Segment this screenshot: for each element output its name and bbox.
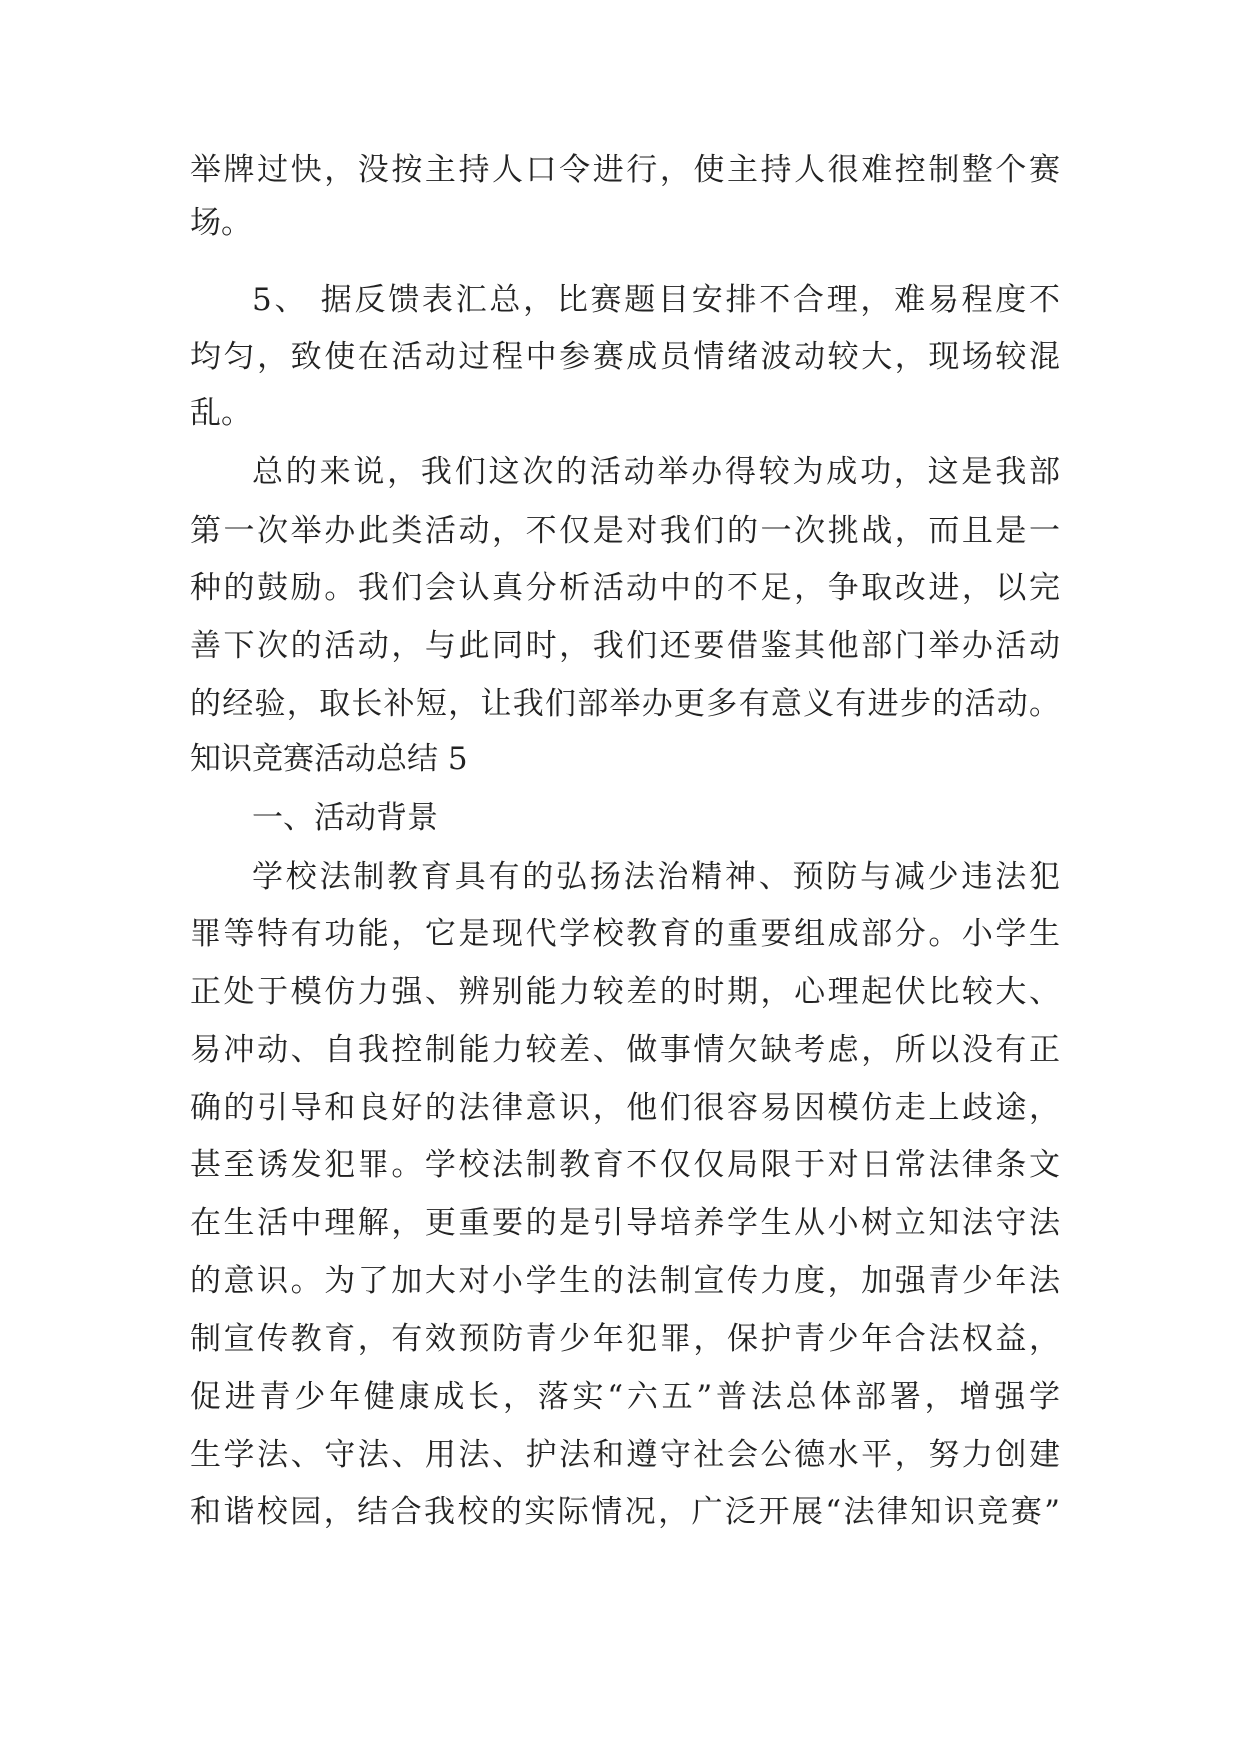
text-line: 乱。 xyxy=(190,395,252,431)
text-line: 甚至诱发犯罪。学校法制教育不仅仅局限于对日常法律条文 xyxy=(190,1147,1060,1183)
text-line: 第一次举办此类活动，不仅是对我们的一次挑战，而且是一 xyxy=(190,513,1060,549)
text-line: 正处于模仿力强、辨别能力较差的时期，心理起伏比较大、 xyxy=(190,974,1060,1010)
text-line: 促进青少年健康成长，落实“六五”普法总体部署，增强学 xyxy=(190,1379,1060,1415)
text-line: 场。 xyxy=(190,205,252,241)
text-line: 总的来说，我们这次的活动举办得较为成功，这是我部 xyxy=(252,454,1060,490)
text-line: 确的引导和良好的法律意识，他们很容易因模仿走上歧途， xyxy=(190,1090,1060,1126)
text-line: 的经验，取长补短，让我们部举办更多有意义有进步的活动。 xyxy=(190,686,1060,722)
text-line: 在生活中理解，更重要的是引导培养学生从小树立知法守法 xyxy=(190,1205,1060,1241)
text-line: 5、 据反馈表汇总，比赛题目安排不合理，难易程度不 xyxy=(252,282,1060,318)
section-heading: 一、活动背景 xyxy=(252,800,438,836)
text-line: 举牌过快，没按主持人口令进行，使主持人很难控制整个赛 xyxy=(190,152,1060,188)
text-line: 均匀，致使在活动过程中参赛成员情绪波动较大，现场较混 xyxy=(190,339,1060,375)
text-line: 制宣传教育，有效预防青少年犯罪，保护青少年合法权益， xyxy=(190,1321,1060,1357)
text-line: 罪等特有功能，它是现代学校教育的重要组成部分。小学生 xyxy=(190,916,1060,952)
text-line: 学校法制教育具有的弘扬法治精神、预防与减少违法犯 xyxy=(252,859,1060,895)
text-line: 和谐校园，结合我校的实际情况，广泛开展“法律知识竞赛” xyxy=(190,1494,1060,1530)
text-line: 易冲动、自我控制能力较差、做事情欠缺考虑，所以没有正 xyxy=(190,1032,1060,1068)
text-line: 善下次的活动，与此同时，我们还要借鉴其他部门举办活动 xyxy=(190,628,1060,664)
text-line: 的意识。为了加大对小学生的法制宣传力度，加强青少年法 xyxy=(190,1263,1060,1299)
text-line: 种的鼓励。我们会认真分析活动中的不足，争取改进，以完 xyxy=(190,570,1060,606)
text-line: 生学法、守法、用法、护法和遵守社会公德水平，努力创建 xyxy=(190,1437,1060,1473)
section-title: 知识竞赛活动总结 5 xyxy=(190,741,468,777)
